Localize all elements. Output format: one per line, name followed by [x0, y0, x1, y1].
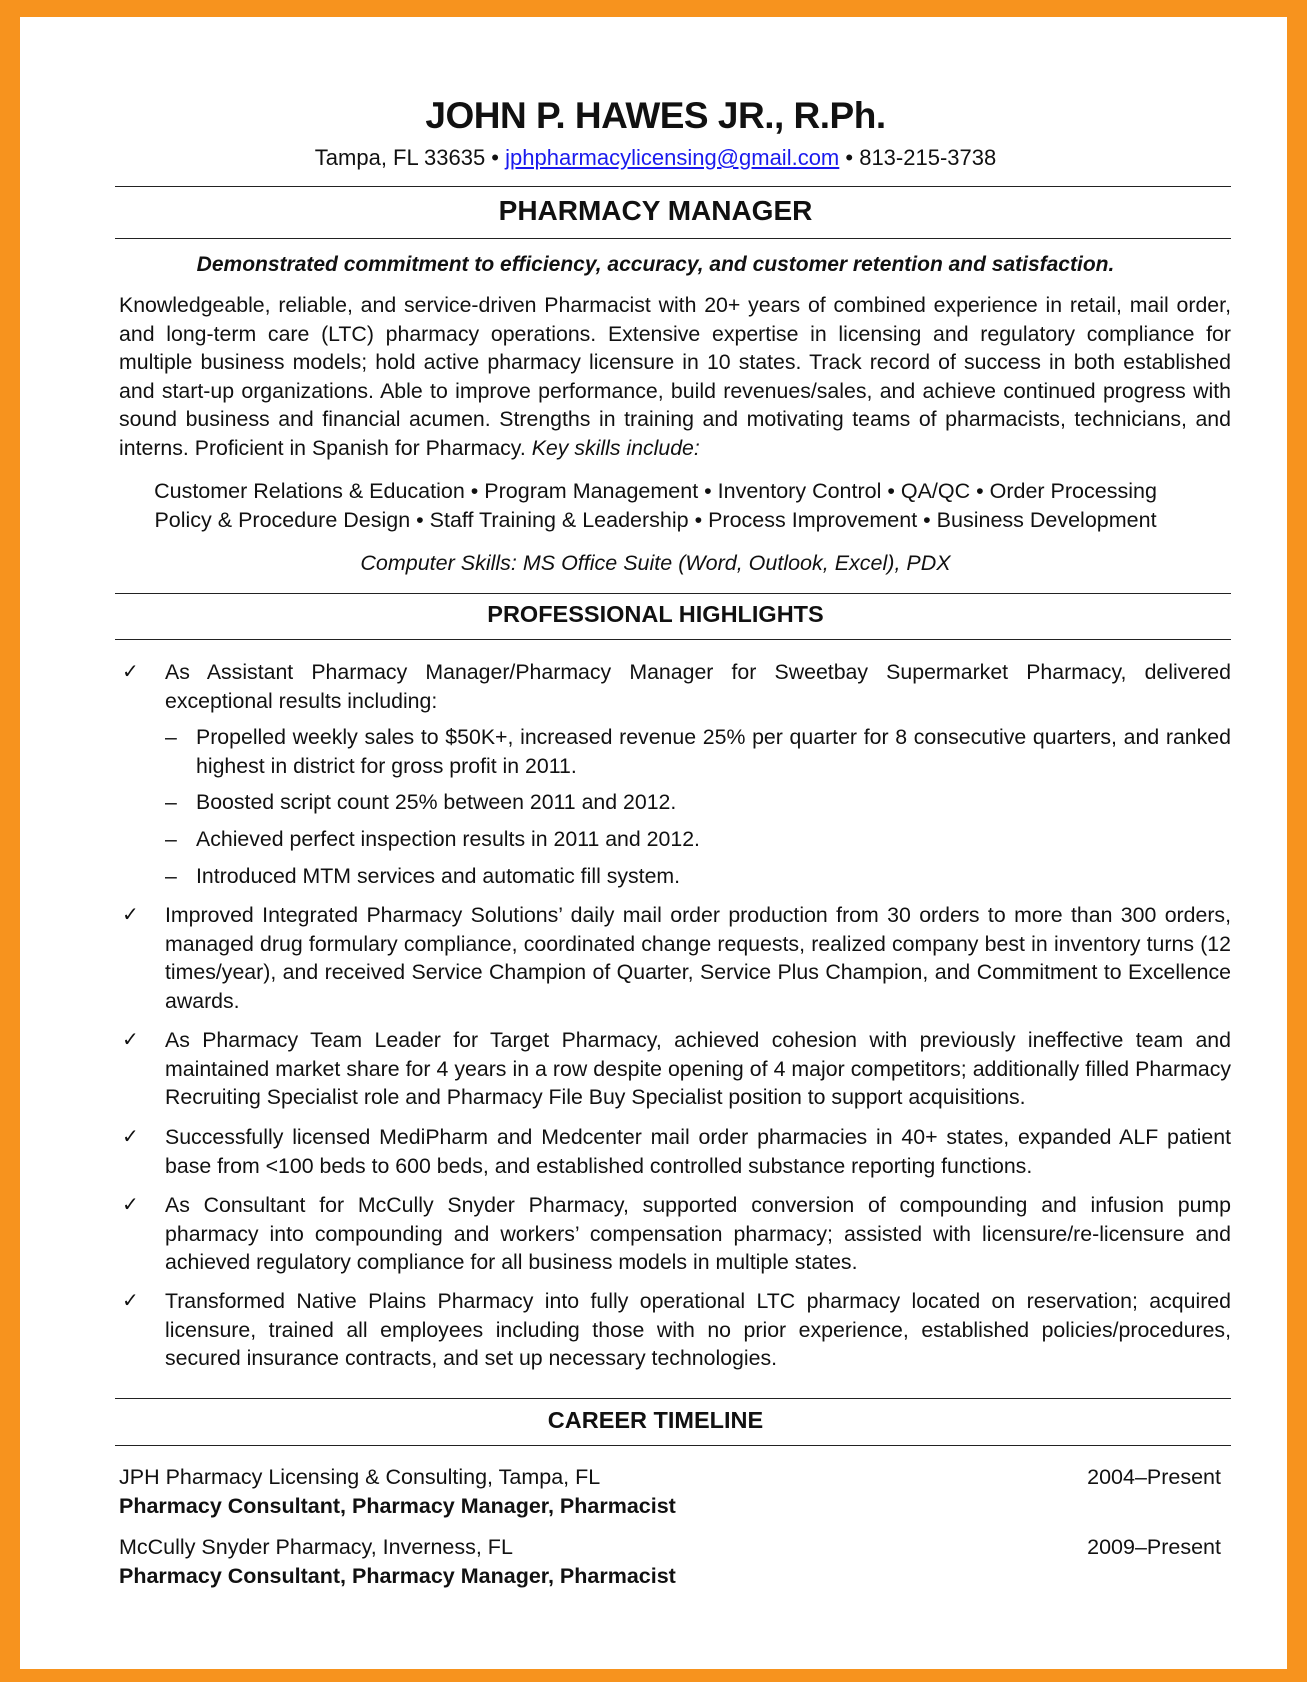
check-icon: ✓: [122, 1194, 139, 1216]
divider: [115, 593, 1231, 594]
timeline-entry: [119, 1463, 1231, 1521]
highlight-text: As Pharmacy Team Leader for Target Pharmacy, achieved cohesion with previously ineffective team and maintained market share for 4 years in a row despite opening of 4 major competitors; additionally filled Pharmacy Recruiting Specialist role and Pharmacy File Buy Specialist position to support acquisitions.: [165, 1028, 1231, 1110]
check-icon: ✓: [122, 661, 139, 683]
company-name: McCully Snyder Pharmacy, Inverness, FL: [119, 1535, 513, 1559]
sub-item: [165, 862, 1231, 891]
divider: [115, 639, 1231, 640]
dash-icon: –: [165, 725, 177, 749]
highlight-item: [122, 901, 1231, 1015]
job-roles: Pharmacy Consultant, Pharmacy Manager, Pharmacist: [119, 1564, 676, 1588]
sub-item-text: Introduced MTM services and automatic fill system.: [196, 864, 681, 888]
candidate-name: JOHN P. HAWES JR., R.Ph.: [425, 95, 886, 136]
sub-item-text: Boosted script count 25% between 2011 and 2012.: [196, 790, 677, 814]
phone: 813-215-3738: [859, 145, 997, 170]
job-years: 2009–Present: [1087, 1535, 1221, 1559]
highlights-heading: PROFESSIONAL HIGHLIGHTS: [487, 601, 824, 627]
contact-separator: •: [485, 145, 506, 170]
highlight-text: Successfully licensed MediPharm and Medcenter mail order pharmacies in 40+ states, expanded ALF patient base from <100 beds to 600 beds, and established controlled substance reporting functions.: [165, 1125, 1231, 1178]
sub-item: [165, 723, 1231, 780]
divider: [115, 238, 1231, 239]
divider: [115, 186, 1231, 187]
sub-item: [165, 788, 1231, 817]
computer-skills: Computer Skills: MS Office Suite (Word, Outlook, Excel), PDX: [360, 551, 951, 575]
highlight-item: [122, 1123, 1231, 1180]
check-icon: ✓: [122, 1126, 139, 1148]
email-link[interactable]: jphpharmacylicensing@gmail.com: [505, 145, 840, 170]
highlight-text: Improved Integrated Pharmacy Solutions’ daily mail order production from 30 orders to more than 300 orders, managed drug formulary compliance, coordinated change requests, realized company best in inventory turns (12 times/year), and received Service Champion of Quarter, Service Plus Champion, and Commitment to Excellence awards.: [165, 903, 1231, 1013]
skills-line-2: Policy & Procedure Design • Staff Training & Leadership • Process Improvement • Business Development: [154, 508, 1157, 532]
sub-item-text: Achieved perfect inspection results in 2011 and 2012.: [196, 827, 700, 851]
sub-item-text: Propelled weekly sales to $50K+, increased revenue 25% per quarter for 8 consecutive quarters, and ranked highest in district for gross profit in 2011.: [196, 725, 1231, 778]
contact-separator-2: •: [839, 145, 860, 170]
divider: [115, 1398, 1231, 1399]
job-years: 2004–Present: [1087, 1465, 1221, 1489]
summary-paragraph: [119, 291, 1231, 463]
timeline-heading: CAREER TIMELINE: [547, 1407, 764, 1433]
highlight-item: [122, 1191, 1231, 1277]
check-icon: ✓: [122, 1290, 139, 1312]
skills-line-1: Customer Relations & Education • Program Management • Inventory Control • QA/QC • Order Processing: [154, 479, 1157, 503]
summary-text: Knowledgeable, reliable, and service-driven Pharmacist with 20+ years of combined experience in retail, mail order, and long-term care (LTC) pharmacy operations. Extensive expertise in licensing and regulatory compliance for multiple business models; hold active pharmacy licensure in 10 states. Track record of success in both established and start-up organizations. Able to improve performance, build revenues/sales, and achieve continued progress with sound business and financial acumen. Strengths in training and motivating teams of pharmacists, technicians, and interns. Proficient in Spanish for Pharmacy.: [119, 293, 1231, 460]
tagline: Demonstrated commitment to efficiency, accuracy, and customer retention and satisfaction.: [196, 253, 1115, 276]
highlight-item: [122, 658, 1231, 715]
dash-icon: –: [165, 790, 177, 814]
dash-icon: –: [165, 864, 177, 888]
highlight-item: [122, 1026, 1231, 1112]
check-icon: ✓: [122, 1029, 139, 1051]
job-roles: Pharmacy Consultant, Pharmacy Manager, Pharmacist: [119, 1494, 676, 1518]
check-icon: ✓: [122, 904, 139, 926]
job-title-heading: PHARMACY MANAGER: [498, 195, 813, 226]
divider: [115, 1445, 1231, 1446]
company-name: JPH Pharmacy Licensing & Consulting, Tampa, FL: [119, 1465, 601, 1489]
key-skills-label: Key skills include:: [531, 435, 700, 460]
highlight-text: As Consultant for McCully Snyder Pharmacy, supported conversion of compounding and infusion pump pharmacy into compounding and workers’ compensation pharmacy; assisted with licensure/re-licensure and achieved regulatory compliance for all business models in multiple states.: [165, 1193, 1231, 1275]
resume-page: [20, 17, 1287, 1669]
timeline-entry: [119, 1533, 1231, 1591]
highlight-item: [122, 1287, 1231, 1373]
location: Tampa, FL 33635: [314, 145, 486, 170]
highlight-text: Transformed Native Plains Pharmacy into fully operational LTC pharmacy located on reservation; acquired licensure, trained all employees including those with no prior experience, established policies/procedures, secured insurance contracts, and set up necessary technologies.: [165, 1289, 1231, 1371]
highlight-text: As Assistant Pharmacy Manager/Pharmacy Manager for Sweetbay Supermarket Pharmacy, delivered exceptional results including:: [165, 660, 1231, 713]
contact-line: [98, 145, 1213, 171]
sub-item: [165, 825, 1231, 854]
dash-icon: –: [165, 827, 177, 851]
key-skills: [98, 477, 1213, 535]
